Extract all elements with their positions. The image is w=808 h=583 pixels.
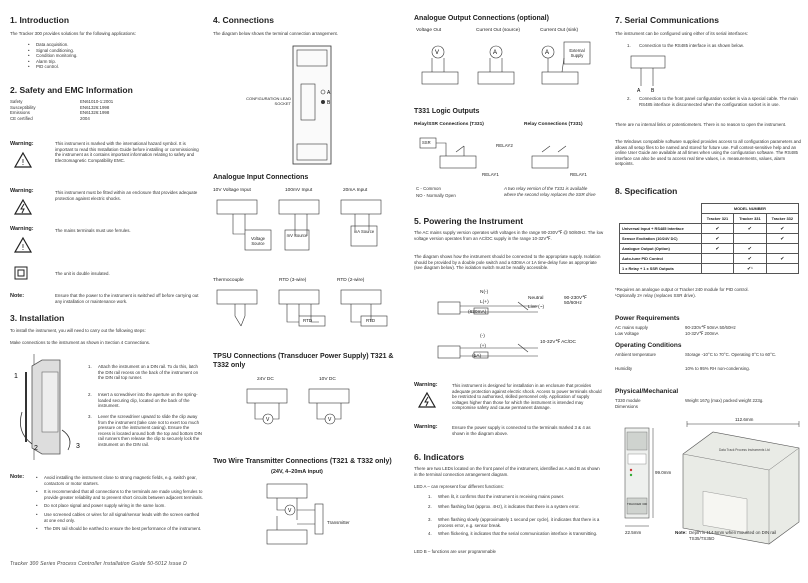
indicator-item-1: When lit, it confirms that the instrument is receiving mains power. <box>438 494 565 499</box>
svg-text:V: V <box>266 417 270 423</box>
power-warning-1: This instrument is designed for installation in an enclosure that provides adequate protection against electric shock. Access to power terminals should be restricted to authorised, skilled personnel only. Application of supply voltages higher than those for which the instrument is intended may compromise safety and cause permanent damage. <box>452 383 602 411</box>
insulated-text: The unit is double insulated. <box>55 271 110 276</box>
table-row <box>620 244 799 254</box>
step-number: 2. <box>88 392 92 397</box>
rs485-b-label: B <box>651 88 655 94</box>
operating-conditions-heading: Operating Conditions <box>615 342 682 349</box>
minus-label: (-) <box>480 334 485 339</box>
width-dimension: 112.6mm <box>735 417 754 422</box>
live-label: Live (~) <box>528 305 545 310</box>
feature-name: Analogue Output (Option) <box>620 244 702 254</box>
item-number: 4. <box>428 531 432 536</box>
fig-label: 1 <box>14 373 18 380</box>
neutral-label: Neutral <box>528 296 544 301</box>
ac-range-label: 90-230V℉ 50/60Hz <box>564 296 587 306</box>
terminal-arrangement-diagram <box>291 44 341 168</box>
relay1-label: RELAY1 <box>570 172 587 177</box>
svg-text:!: ! <box>21 243 25 252</box>
item-number: 2. <box>428 504 432 509</box>
note-label: Note: <box>10 293 25 299</box>
intro-heading: 1. Introduction <box>10 15 70 25</box>
item-number: 1. <box>627 43 631 48</box>
warning-label: Warning: <box>414 382 438 388</box>
feature-name: Auto-tune PID Control <box>620 254 702 264</box>
tick-mark: ✔ <box>701 244 733 254</box>
list-item: • Use screened cables or wires for all signal/sensor leads with the screen earthed at one end only. <box>44 512 204 523</box>
analogue-output-diagrams <box>416 36 606 96</box>
plus-label: (+) <box>480 344 486 349</box>
tick-mark: ✔ <box>766 254 798 264</box>
model-name: Tracker 332 <box>766 214 798 224</box>
indicator-item-2: When flashing fast (approx. 4Hz), it indicates that there is a system error. <box>438 504 580 509</box>
svg-text:V: V <box>328 417 332 423</box>
double-insulated-icon <box>14 266 28 280</box>
indicators-p1: There are two LEDs located on the front panel of the instrument, identified as A and B as shown in the terminal connection arrangement diagram. <box>414 466 600 477</box>
ops-value: Storage -10°C to 70°C. Operating 0°C to 60°C. <box>685 352 777 357</box>
fig-label: 3 <box>76 443 80 450</box>
transmitter-label: Transmitter <box>327 520 350 525</box>
safety-key: Emissions <box>10 110 31 116</box>
relay-ssr-heading: Relay/SSR Connections (T331) <box>414 122 484 127</box>
rs485-diagram <box>625 52 695 92</box>
footer: Tracker 300 Series Process Controller Installation Guide 50-5012 Issue D <box>10 561 187 567</box>
power-key: AC mains supply <box>615 325 648 330</box>
relay-note: A two relay version of the T331 is available where the second relay replaces the SSR drive <box>504 186 596 197</box>
tpsu-heading: TPSU Connections (Transducer Power Supply) T321 & T332 only <box>213 353 394 369</box>
fig-label: 2 <box>34 445 38 452</box>
warning-label: Warning: <box>10 188 34 194</box>
hazard-icon <box>14 152 32 168</box>
tpsu-24v-label: 24V DC <box>257 377 274 382</box>
product-name: TRACKER 300 <box>627 502 648 506</box>
depth-dimension: 22.5mm <box>625 530 642 535</box>
l-label: L(+) <box>480 300 489 305</box>
serial-p1: The instrument can be configured using either of its serial interfaces: <box>615 31 749 36</box>
warning-label: Warning: <box>10 141 34 147</box>
intro-text: The Tracker 300 provides solutions for the following applications: <box>10 31 136 36</box>
input-label: 20mA Input <box>343 188 368 193</box>
warning-label: Warning: <box>414 424 438 430</box>
warning-text-2: This instrument must be fitted within an enclosure that provides adequate protection against electric shocks. <box>55 190 198 201</box>
powering-p2: The diagram shows how the instrument should be connected to the appropriate supply. Isolation should be provided by a double pole switch and a 630mA or 1A time-delay fuse as appropriate (see diagram below). The isolation switch must be readily accessible. <box>414 254 601 271</box>
table-row <box>620 264 799 274</box>
indicator-item-4: When flickering, it indicates that the serial communication interface is transmitting. <box>438 531 598 536</box>
tick-mark <box>701 264 733 274</box>
ma-source-label: mA Source <box>353 229 375 234</box>
analogue-input-heading: Analogue Input Connections <box>213 174 309 181</box>
column-1 <box>10 0 206 583</box>
serial-p3: The Windows compatible software supplied provides access to all configuration parameters and allows all setup files to be named and stored for future use. Full context-sensitive help and an online User Guide are available at all times when using the configuration software. The RS485 interface can also be used to access real time values, i.e. measurements, values, alarm setpoints. <box>615 139 801 167</box>
feature-name: 1 x Relay + 1 x SSR Outputs <box>620 264 702 274</box>
installation-heading: 3. Installation <box>10 313 65 323</box>
svg-text:V: V <box>435 50 440 56</box>
list-item: • Avoid installing the instrument close to strong magnetic fields, e.g. switch gear, contactors or motor starters. <box>44 475 204 486</box>
spec-footnote-1: *Requires an analogue output or Tracker 240 module for PID control. <box>615 287 749 292</box>
common-label: C - Common <box>416 186 441 191</box>
svg-text:!: ! <box>21 158 25 167</box>
height-dimension: 99.0mm <box>655 470 672 475</box>
item-number: 1. <box>428 494 432 499</box>
input-label: 100mV Input <box>285 188 313 193</box>
rtd-label: RTD <box>303 318 313 323</box>
powering-heading: 5. Powering the Instrument <box>414 216 524 226</box>
serial-heading: 7. Serial Communications <box>615 15 719 25</box>
install-step-1: Attach the instrument on a DIN rail. To do this, latch the DIN rail recess on the back of the instrument on the DIN rail top runner. <box>98 364 199 381</box>
safety-value: EN61326:1998 <box>80 110 110 116</box>
phys-key: T330 module <box>615 398 641 403</box>
specification-table <box>619 203 799 274</box>
warning-label: Warning: <box>10 226 34 232</box>
install-step-2: Insert a screwdriver into the aperture on the spring-loaded securing clip, located on the back of the instrument. <box>98 392 198 409</box>
tick-mark <box>734 234 766 244</box>
model-header: MODEL NUMBER <box>701 204 798 214</box>
indicator-item-3: When flashing slowly (approximately 1 second per cycle), it indicates that there is a process error, e.g. sensor break. <box>438 517 600 528</box>
tick-mark <box>766 264 798 274</box>
model-name: Tracker 331 <box>734 214 766 224</box>
electric-shock-icon <box>14 199 32 215</box>
config-socket-label: CONFIGURATION LEAD SOCKET <box>246 96 291 106</box>
list-item: • PID control. <box>36 64 196 70</box>
specification-heading: 8. Specification <box>615 186 678 196</box>
installation-notes <box>44 475 204 532</box>
model-name: Tracker 321 <box>701 214 733 224</box>
installation-p2: Make connections to the instrument as shown in Section 4 Connections. <box>10 340 151 345</box>
step-number: 1. <box>88 364 92 369</box>
connections-heading: 4. Connections <box>213 15 274 25</box>
relay2-label: RELAY2 <box>496 143 513 148</box>
analogue-output-heading: Analogue Output Connections (optional) <box>414 15 549 22</box>
logic-outputs-heading: T331 Logic Outputs <box>414 108 480 115</box>
table-row <box>620 224 799 234</box>
safety-values <box>80 99 180 121</box>
input-label: RTD (2-wire) <box>337 278 365 283</box>
tick-mark: ✔ <box>766 224 798 234</box>
hazard-icon <box>14 237 32 253</box>
column-4 <box>615 0 802 583</box>
note-label: Note: <box>675 530 687 535</box>
relay1-label: RELAY1 <box>482 172 499 177</box>
led-b-text: LED B – functions are user programmable <box>414 549 496 554</box>
tpsu-10v-label: 10V DC <box>319 377 336 382</box>
n-label: N(-) <box>480 290 489 295</box>
connections-text: The diagram below shows the terminal connection arrangement. <box>213 31 338 36</box>
physical-heading: Physical/Mechanical <box>615 388 679 395</box>
svg-text:A: A <box>493 50 498 56</box>
table-row <box>620 254 799 264</box>
tick-mark: ✔ <box>734 224 766 234</box>
serial-item-2: Connection to the front panel configuration socket is via a special cable. The main RS485 interface is disconnected when the configuration socket is in use. <box>639 96 798 107</box>
safety-value: EN61010-1:2001 <box>80 99 114 104</box>
tick-mark <box>766 244 798 254</box>
warning-text-1: This instrument is marked with the international hazard symbol. It is important to read this Installation Guide before installing or commissioning the instrument as it contains important information relating to safety and Electromagnetic Compatibility EMC. <box>55 141 199 163</box>
input-label: Thermocouple <box>213 278 244 283</box>
two-wire-heading: Two Wire Transmitter Connections (T321 & T332 only) <box>213 458 392 465</box>
product-brand: Data Track Process Instruments Ltd <box>719 448 770 452</box>
fuse-label: (630mA) <box>468 310 487 315</box>
item-number: 3. <box>428 517 432 522</box>
table-row <box>620 234 799 244</box>
power-value: 10-32V℉ 200mA <box>685 331 719 336</box>
serial-item-1: Connection to the RS485 interface is as shown below. <box>639 43 744 48</box>
note-label: Note: <box>10 474 25 480</box>
install-step-3: Lever the screwdriver upward to slide the clip away from the instrument (take care not to exert too much pressure on the instrument casing). Ensure the recess is located around both the top and bottom DIN rail runners then release the clip to securely lock the instrument on the DIN rail. <box>98 414 202 447</box>
item-number: 2. <box>627 96 631 101</box>
safety-value: EN61326:1998 <box>80 104 110 110</box>
ssr-label: SSR <box>422 140 431 145</box>
rs485-a-label: A <box>637 88 641 94</box>
column-3 <box>414 0 606 583</box>
list-item: • It is recommended that all connections to the terminals are made using ferrules to provide greater reliability and to prevent short circuits between adjacent terminals. <box>44 489 204 500</box>
mv-source-label: mV Source <box>286 233 308 238</box>
tick-mark <box>701 254 733 264</box>
installation-p1: To install the instrument, you will need to carry out the following steps: <box>10 328 146 333</box>
indicators-p2: LED A – can represent four different functions: <box>414 484 504 489</box>
dc-range-label: 10-32V℉ AC/DC <box>540 340 577 345</box>
list-item: • Alarm trip. <box>36 59 196 65</box>
list-item: • Signal conditioning. <box>36 48 196 54</box>
power-warning-2: Ensure the power supply is connected to the terminals marked 3 & 4 as shown in the diagram above. <box>452 425 591 436</box>
safety-heading: 2. Safety and EMC Information <box>10 85 133 95</box>
relay-conn-heading: Relay Connections (T331) <box>524 122 583 127</box>
serial-p2: There are no internal links or potentiometers. There is no reason to open the instrument. <box>615 122 787 127</box>
ops-value: 10% to 95% RH non-condensing. <box>685 366 750 371</box>
two-wire-diagram <box>263 480 383 550</box>
feature-name: Universal Input + RS485 Interface <box>620 224 702 234</box>
svg-text:A: A <box>545 50 550 56</box>
list-item: • Do not place signal and power supply wiring in the same loom. <box>44 503 204 509</box>
input-label: RTD (3-wire) <box>279 278 307 283</box>
normally-open-label: NO - Normally Open <box>416 193 456 198</box>
analogue-input-diagrams <box>215 196 409 260</box>
fuse-label: (1A) <box>472 354 482 359</box>
note-text: Ensure that the power to the instrument is switched off before carrying out any installation or maintenance work. <box>55 293 199 304</box>
safety-value: 2004 <box>80 115 90 121</box>
list-item: • Condition monitoring. <box>36 53 196 59</box>
tick-mark: ✔ <box>701 224 733 234</box>
indicators-heading: 6. Indicators <box>414 452 465 462</box>
voltage-source-label: Voltage Source <box>251 236 265 246</box>
svg-text:V: V <box>288 508 292 514</box>
din-rail-diagram <box>12 352 84 464</box>
ops-key: Humidity <box>615 366 633 371</box>
tpsu-diagrams <box>233 385 403 439</box>
phys-key: Dimensions <box>615 404 638 409</box>
power-requirements-heading: Power Requirements <box>615 315 680 322</box>
power-key: Low Voltage <box>615 331 639 336</box>
safety-key: Safety <box>10 99 23 104</box>
powering-p1: The AC mains supply version operates with voltages in the range 90-230V℉ @ 50/60Hz. The low voltage version operates from an AC/DC supply in the range 10-32V℉. <box>414 230 604 241</box>
safety-keys <box>10 99 80 121</box>
feature-name: Sensor Excitation (10/24V DC) <box>620 234 702 244</box>
tick-mark: ✔ <box>734 254 766 264</box>
tick-mark: ✔ <box>766 234 798 244</box>
warning-text-3: The mains terminals must use ferrules. <box>55 228 131 233</box>
ops-key: Ambient temperature <box>615 352 656 357</box>
tick-mark: ✔ <box>734 244 766 254</box>
depth-note: Depth is 114.5mm when mounted on DIN rail TS35/TS35D <box>689 530 777 541</box>
safety-key: CE certified <box>10 115 33 121</box>
list-item: • Data acquisition. <box>36 42 196 48</box>
sensor-input-diagrams <box>215 286 409 340</box>
intro-list <box>36 42 196 70</box>
safety-key: Susceptibility <box>10 104 36 110</box>
step-number: 3. <box>88 414 92 419</box>
led-a-label: A <box>327 90 331 96</box>
input-label: 10V Voltage Input <box>213 188 251 193</box>
output-label: Current Out (sink) <box>540 28 579 33</box>
output-label: Voltage Out <box>416 28 442 33</box>
power-value: 90-230V℉ 50mA 50/60Hz <box>685 325 736 330</box>
external-supply-label: External Supply <box>569 48 585 58</box>
list-item: • The DIN rail should be earthed to ensure the best performance of the instrument. <box>44 526 204 532</box>
rtd-label: RTD <box>366 318 376 323</box>
led-b-label: B <box>327 100 331 106</box>
electric-shock-icon <box>418 392 436 408</box>
spec-footnote-2: ¹Optionally 2× relay (replaces SSR drive). <box>615 293 696 298</box>
tick-mark: ✔¹ <box>734 264 766 274</box>
tick-mark: ✔ <box>701 234 733 244</box>
two-wire-sub: (24V, 4–20mA input) <box>271 469 323 475</box>
output-label: Current Out (source) <box>476 28 520 33</box>
phys-value: Weight 167g (max) packed weight 223g. <box>685 398 764 403</box>
column-2 <box>213 0 409 583</box>
